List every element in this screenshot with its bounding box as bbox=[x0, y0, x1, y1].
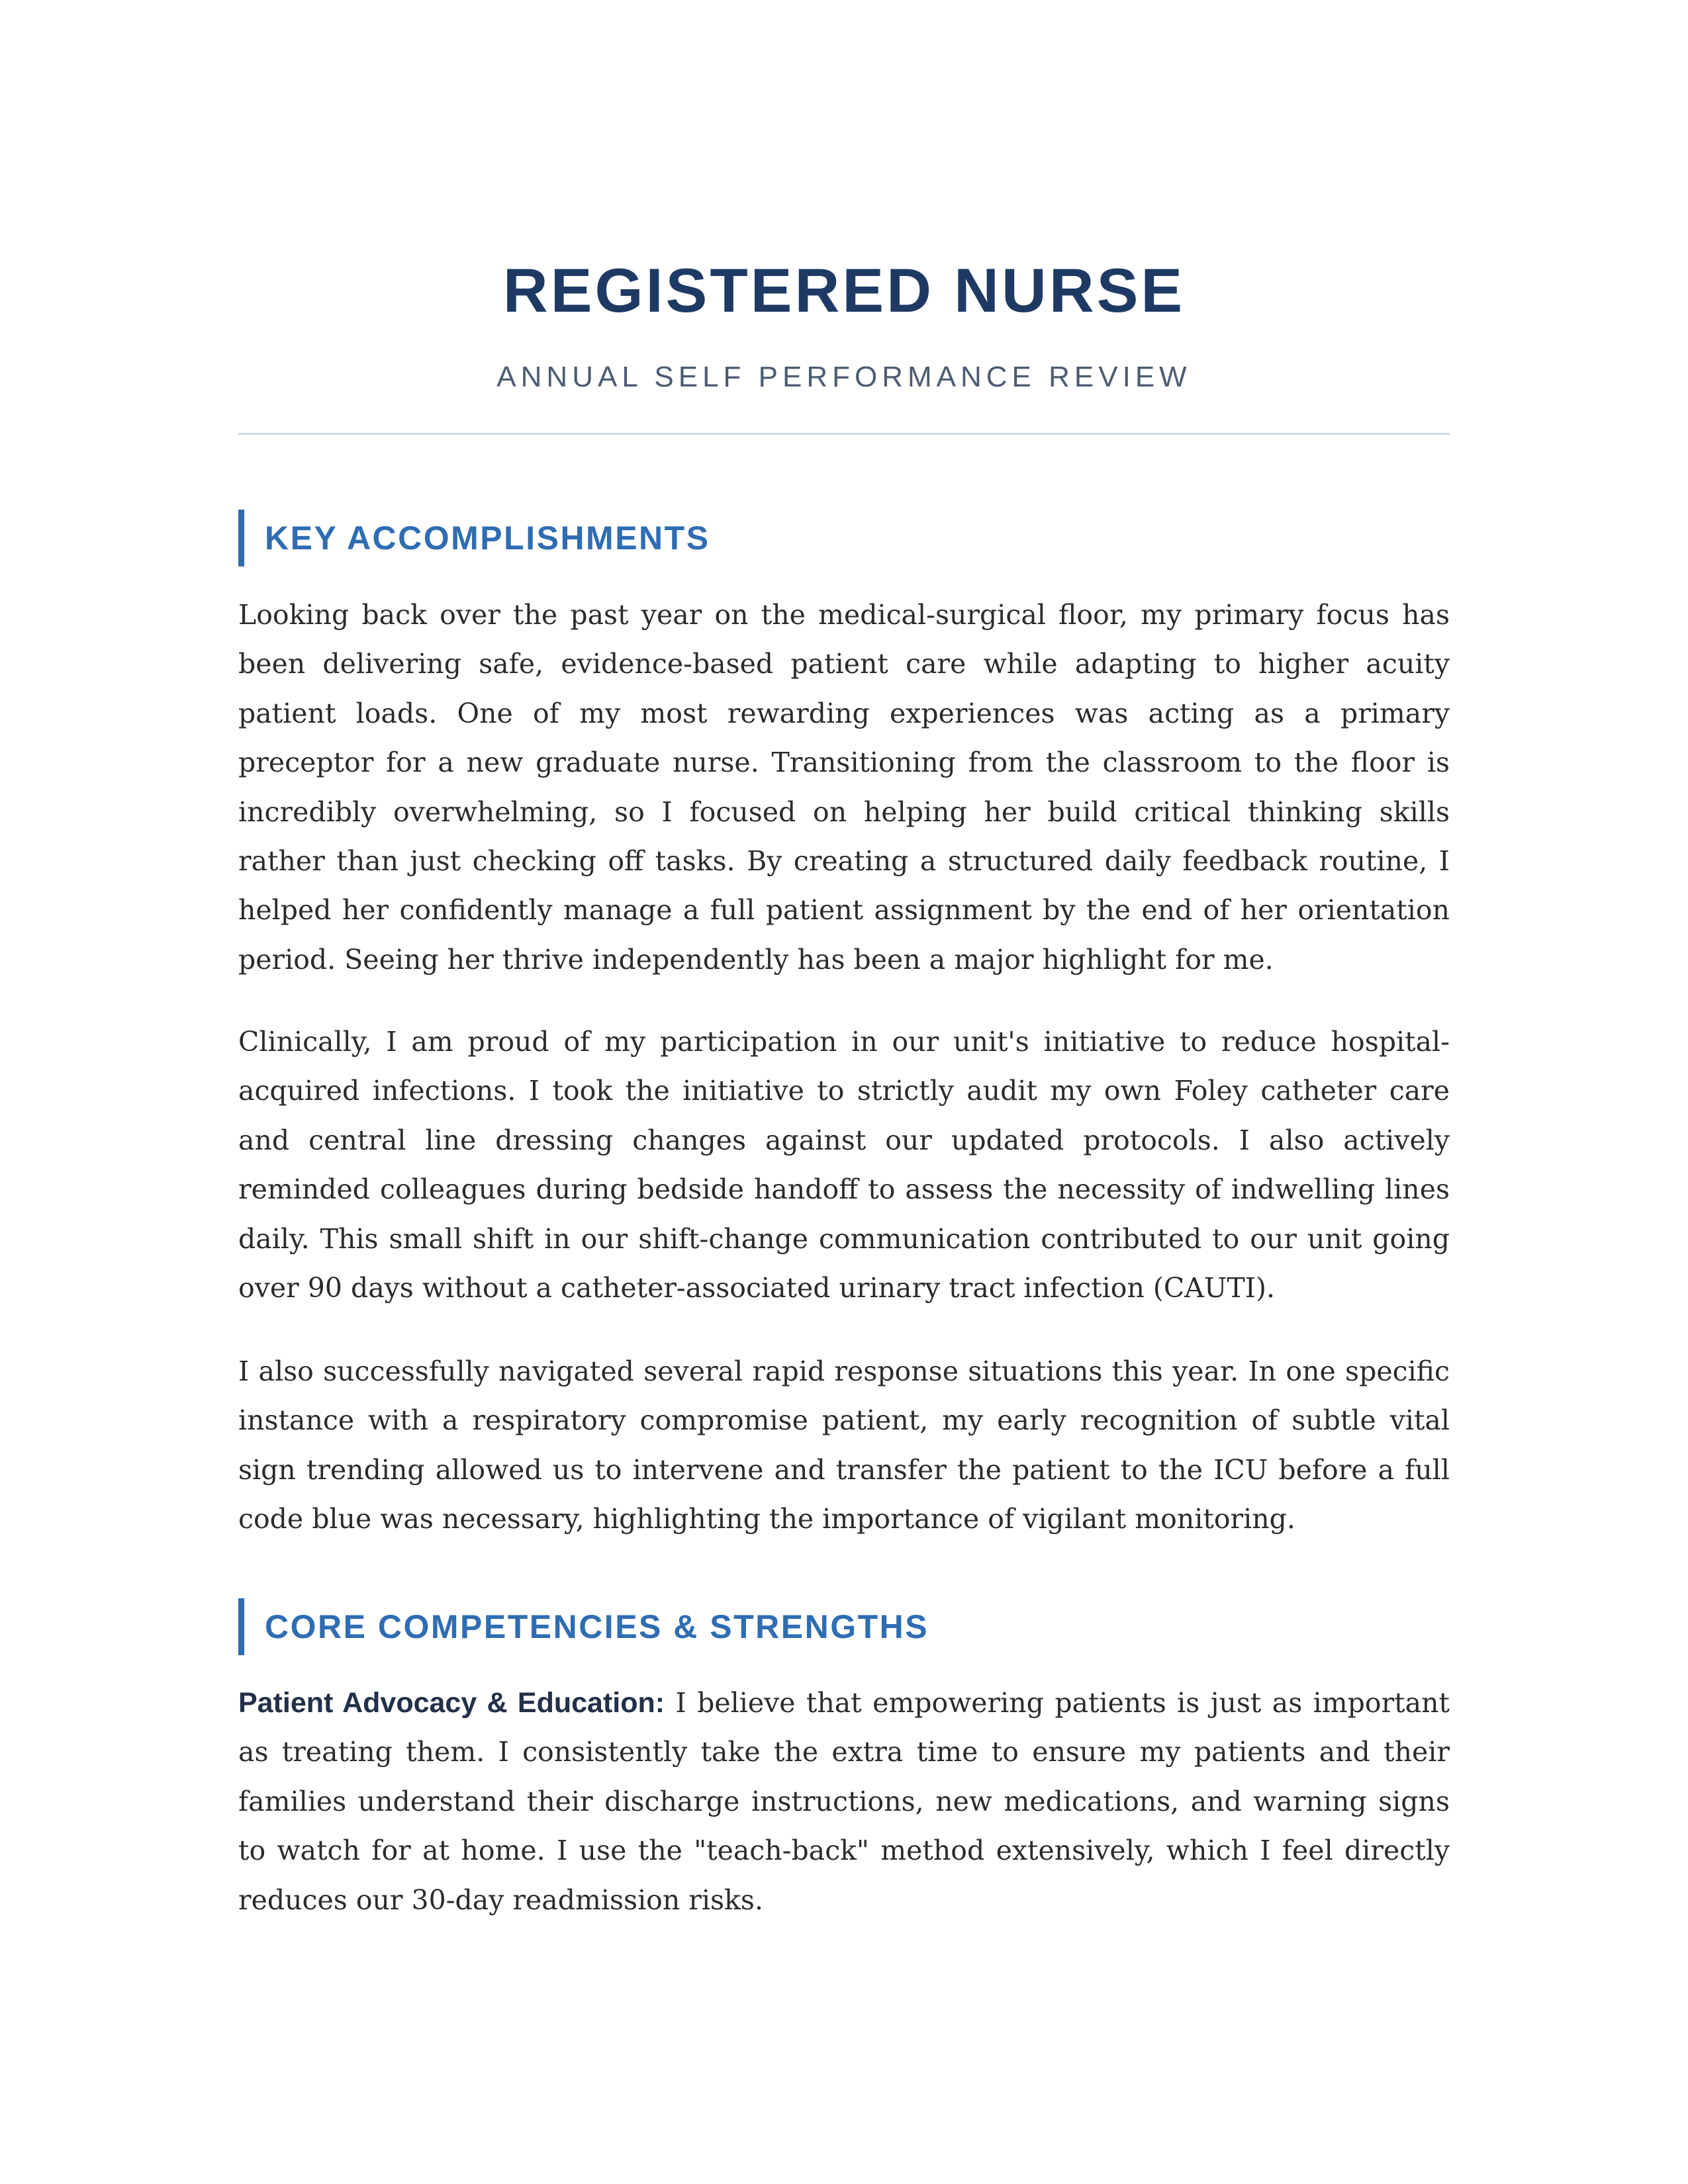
paragraph-accomplishments-3: I also successfully navigated several rapid response situations this year. In one specific instance with a respiratory compromise patient, my early recognition of subtle vital sign trending allowed us to intervene and transfer the patient to the ICU before a full code blue was necessary, highlighting the importance of vigilant monitoring. bbox=[238, 1355, 1450, 1535]
paragraph-accomplishments-1: Looking back over the past year on the medical-surgical floor, my primary focus has been delivering safe, evidence-based patient care while adapting to higher acuity patient loads. One of my most rewarding experiences was acting as a primary preceptor for a new graduate nurse. Transitioning from the classroom to the floor is incredibly overwhelming, so I focused on helping her build critical thinking skills rather than just checking off tasks. By creating a structured daily feedback routine, I helped her confidently manage a full patient assignment by the end of her orientation period. Seeing her thrive independently has been a major highlight for me. bbox=[238, 599, 1450, 976]
paragraph-accomplishments-2: Clinically, I am proud of my participation in our unit's initiative to reduce hospital-acquired infections. I took the initiative to strictly audit my own Foley catheter care and central line dressing changes against our updated protocols. I also actively reminded colleagues during bedside handoff to assess the necessity of indwelling lines daily. This small shift in our shift-change communication contributed to our unit going over 90 days without a catheter-associated urinary tract infection (CAUTI). bbox=[238, 1026, 1450, 1304]
competency-label: Patient Advocacy & Education: bbox=[238, 1687, 665, 1719]
section-heading-core-competencies: CORE COMPETENCIES & STRENGTHS bbox=[238, 1598, 929, 1655]
competency-text: I believe that empowering patients is just as important as treating them. I consistently take the extra time to ensure my patients and their families understand their discharge instructions, new medications, and warning signs to watch for at home. I use the "teach-back" method extensively, which I feel directly reduces our 30-day readmission risks. bbox=[238, 1687, 1450, 1916]
section-heading-key-accomplishments: KEY ACCOMPLISHMENTS bbox=[238, 510, 710, 567]
document-title: REGISTERED NURSE bbox=[502, 255, 1186, 325]
header-divider bbox=[238, 433, 1450, 435]
competency-item bbox=[238, 1678, 1450, 1925]
document-subtitle: ANNUAL SELF PERFORMANCE REVIEW bbox=[496, 361, 1192, 393]
